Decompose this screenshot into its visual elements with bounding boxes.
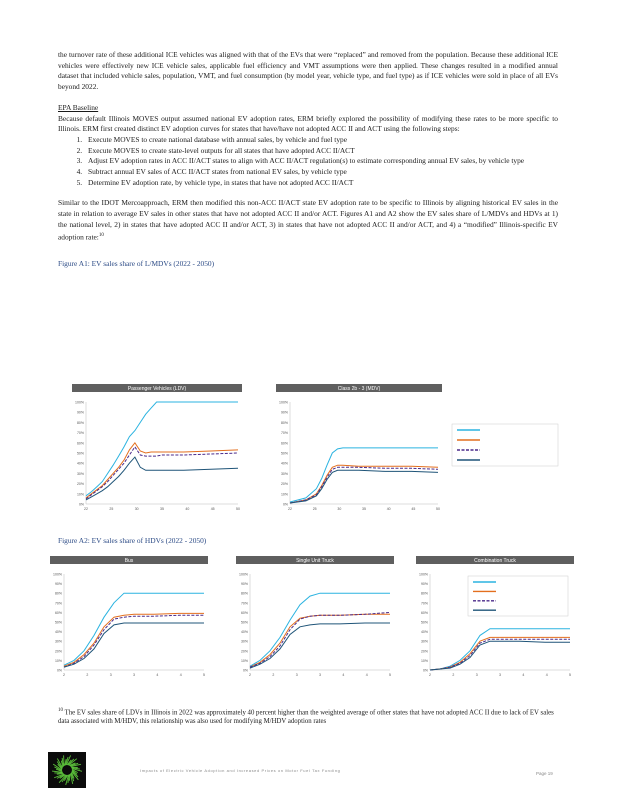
- chart-combination-truck: [416, 556, 574, 677]
- y-tick-label: 100%: [75, 400, 84, 405]
- list-item: 5. Determine EV adoption rate, by vehicle type, in states that have not adopted ACC II/ACT: [84, 178, 558, 189]
- x-tick-label: 4: [545, 673, 548, 677]
- figure-a2: [0, 548, 618, 688]
- footer-text: Impacts of Electric Vehicle Adoption and Increased Prices on Motor Fuel Tax Funding: [140, 768, 341, 773]
- list-item: 1. Execute MOVES to create national database with annual sales, by vehicle and fuel type: [84, 135, 558, 146]
- list-item: 4. Subtract annual EV sales of ACC II/ACT states from national EV sales, by vehicle type: [84, 167, 558, 178]
- y-tick-label: 90%: [280, 410, 288, 415]
- page-number: Page 19: [536, 771, 553, 776]
- list-item: 3. Adjust EV adoption rates in ACC II/ACT states to align with ACC II/ACT regulation(s) to estimate corresponding annual EV sales, by vehicle type: [84, 156, 558, 167]
- x-tick-label: 2: [249, 673, 251, 677]
- y-tick-label: 100%: [239, 572, 248, 577]
- x-tick-label: 3: [475, 673, 478, 677]
- series-line-illinois: [250, 623, 390, 668]
- series-line-adopted: [64, 613, 204, 666]
- series-line-adopted: [250, 614, 390, 667]
- chart-title: Single Unit Truck: [296, 558, 334, 564]
- y-tick-label: 70%: [420, 601, 428, 606]
- series-line-national: [64, 593, 204, 665]
- x-tick-label: 4: [179, 673, 182, 677]
- x-tick-label: 3: [295, 673, 298, 677]
- y-tick-label: 10%: [280, 492, 288, 497]
- x-tick-label: 22: [288, 507, 292, 511]
- footnote-ref[interactable]: 10: [98, 232, 104, 238]
- y-tick-label: 20%: [420, 649, 428, 654]
- series-line-illinois: [290, 470, 438, 503]
- y-tick-label: 0%: [422, 668, 428, 673]
- y-tick-label: 40%: [76, 461, 84, 466]
- y-tick-label: 40%: [240, 630, 248, 635]
- x-tick-label: 35: [160, 507, 164, 511]
- footnote-block: [58, 706, 558, 726]
- chart-title: Passenger Vehicles (LDV): [127, 386, 187, 392]
- y-tick-label: 90%: [240, 582, 248, 587]
- y-tick-label: 60%: [420, 610, 428, 615]
- x-tick-label: 22: [84, 507, 88, 511]
- x-tick-label: 45: [210, 507, 215, 511]
- x-tick-label: 5: [389, 673, 391, 677]
- figure-a1: [0, 378, 618, 528]
- y-tick-label: 40%: [280, 461, 288, 466]
- y-tick-label: 70%: [54, 601, 62, 606]
- series-line-not_adopted: [250, 612, 390, 667]
- y-tick-label: 20%: [240, 649, 248, 654]
- y-tick-label: 10%: [54, 658, 62, 663]
- y-tick-label: 60%: [54, 610, 62, 615]
- y-tick-label: 50%: [54, 620, 62, 625]
- footnote: [58, 706, 558, 726]
- y-tick-label: 30%: [420, 639, 428, 644]
- y-tick-label: 30%: [76, 471, 84, 476]
- y-tick-label: 90%: [420, 582, 428, 587]
- y-tick-label: 100%: [419, 572, 428, 577]
- chart-single-unit-truck: [236, 556, 394, 677]
- x-tick-label: 35: [362, 507, 366, 511]
- steps-list: [58, 135, 558, 189]
- y-tick-label: 80%: [240, 591, 248, 596]
- x-tick-label: 3: [499, 673, 501, 677]
- paragraph-epa-baseline: Because default Illinois MOVES output assumed national EV adoption rates, ERM briefly explored the possibility of modifying these rates to be more specific to Illinois. ERM first created distinct EV adoption curves for states that have/have not adopted ACC II and ACT using the following steps:: [58, 113, 558, 134]
- erm-logo-icon: [48, 752, 86, 788]
- chart-title: Class 2b - 3 (MDV): [337, 386, 381, 392]
- x-tick-label: 3: [109, 673, 112, 677]
- y-tick-label: 20%: [280, 482, 288, 487]
- y-tick-label: 20%: [76, 482, 84, 487]
- footnote-marker: 10: [58, 708, 63, 713]
- x-tick-label: 50: [436, 507, 440, 511]
- x-tick-label: 45: [411, 507, 416, 511]
- y-tick-label: 10%: [420, 658, 428, 663]
- x-tick-label: 2: [63, 673, 65, 677]
- y-tick-label: 60%: [76, 441, 84, 446]
- y-tick-label: 80%: [76, 420, 84, 425]
- x-tick-label: 2: [86, 673, 89, 677]
- x-tick-label: 30: [337, 507, 342, 511]
- y-tick-label: 30%: [280, 471, 288, 476]
- y-tick-label: 60%: [240, 610, 248, 615]
- y-tick-label: 50%: [240, 620, 248, 625]
- paragraph-turnover: the turnover rate of these additional ICE vehicles was aligned with that of the EVs that were “replaced” and removed from the population. Because these additional ICE vehicles were effectively new ICE vehicle sales, applicable fuel efficiency and VMT assumptions were then applied. These changes resulted in a modified annual dataset that included vehicle sales, population, VMT, and fuel consumption (by model year, vehicle type, and fuel type) as if ICE vehicles were sold in place of all EVs beyond 2022.: [58, 50, 558, 92]
- y-tick-label: 0%: [282, 502, 288, 507]
- x-tick-label: 2: [272, 673, 275, 677]
- y-tick-label: 100%: [53, 572, 62, 577]
- y-tick-label: 10%: [76, 492, 84, 497]
- x-tick-label: 40: [386, 507, 391, 511]
- figure-a1-caption: Figure A1: EV sales share of L/MDVs (2022 - 2050): [58, 258, 215, 268]
- x-tick-label: 25: [109, 507, 114, 511]
- x-tick-label: 40: [185, 507, 190, 511]
- x-tick-label: 5: [569, 673, 571, 677]
- y-tick-label: 90%: [76, 410, 84, 415]
- section-heading-epa-baseline: EPA Baseline: [58, 102, 99, 112]
- footnote-text: The EV sales share of LDVs in Illinois in 2022 was approximately 40 percent higher than the weighted average of other states that have not adopted ACC II due to lack of EV sales data associated with M/HDV, this relationship was also used for modifying M/HDV adoption rates: [58, 709, 554, 726]
- series-line-not_adopted: [86, 447, 238, 499]
- series-line-national: [86, 402, 238, 496]
- x-tick-label: 25: [312, 507, 317, 511]
- x-tick-label: 50: [236, 507, 240, 511]
- y-tick-label: 10%: [240, 658, 248, 663]
- list-item: 2. Execute MOVES to create state-level outputs for all states that have adopted ACC II/ACT: [84, 146, 558, 157]
- chart-title: Combination Truck: [474, 558, 516, 564]
- x-tick-label: 4: [522, 673, 525, 677]
- y-tick-label: 60%: [280, 441, 288, 446]
- series-line-national: [430, 629, 570, 670]
- y-tick-label: 40%: [420, 630, 428, 635]
- x-tick-label: 4: [365, 673, 368, 677]
- x-tick-label: 4: [156, 673, 159, 677]
- y-tick-label: 80%: [420, 591, 428, 596]
- x-tick-label: 3: [133, 673, 135, 677]
- y-tick-label: 0%: [242, 668, 248, 673]
- y-tick-label: 70%: [76, 431, 84, 436]
- y-tick-label: 80%: [280, 420, 288, 425]
- y-tick-label: 50%: [420, 620, 428, 625]
- paragraph-similar: [58, 198, 558, 242]
- y-tick-label: 0%: [78, 502, 84, 507]
- y-tick-label: 70%: [240, 601, 248, 606]
- chart-passenger-vehicles-ldv-: [72, 384, 242, 511]
- y-tick-label: 70%: [280, 431, 288, 436]
- y-tick-label: 0%: [56, 668, 62, 673]
- x-tick-label: 5: [203, 673, 205, 677]
- y-tick-label: 90%: [54, 582, 62, 587]
- x-tick-label: 4: [342, 673, 345, 677]
- y-tick-label: 20%: [54, 649, 62, 654]
- series-line-national: [290, 448, 438, 502]
- x-tick-label: 2: [429, 673, 431, 677]
- y-tick-label: 100%: [279, 400, 288, 405]
- series-line-illinois: [64, 623, 204, 667]
- y-tick-label: 50%: [76, 451, 84, 456]
- x-tick-label: 2: [452, 673, 455, 677]
- figure-a2-caption: Figure A2: EV sales share of HDVs (2022 - 2050): [58, 536, 207, 545]
- y-tick-label: 30%: [240, 639, 248, 644]
- chart-class-2b-3-mdv-: [276, 384, 558, 511]
- chart-title: Bus: [124, 558, 134, 564]
- y-tick-label: 80%: [54, 591, 62, 596]
- y-tick-label: 40%: [54, 630, 62, 635]
- x-tick-label: 3: [319, 673, 321, 677]
- y-tick-label: 50%: [280, 451, 288, 456]
- x-tick-label: 30: [134, 507, 139, 511]
- chart-bus: [50, 556, 208, 677]
- paragraph-similar-text: Similar to the IDOT Mercoapproach, ERM then modified this non-ACC II/ACT state EV adoption rate to be specific to Illinois by aligning historical EV sales in the state in relation to average EV sales in other states that have not adopted ACC II and/or ACT. Figures A1 and A2 show the EV sales share of L/MDVs and HDVs at 1) the national level, 2) in states that have adopted ACC II and/or ACT, 3) in states that have not adopted ACC II and/or ACT, and 4) a “modified” Illinois-specific EV adoption rate:: [58, 198, 558, 242]
- page-body: [58, 50, 558, 269]
- y-tick-label: 30%: [54, 639, 62, 644]
